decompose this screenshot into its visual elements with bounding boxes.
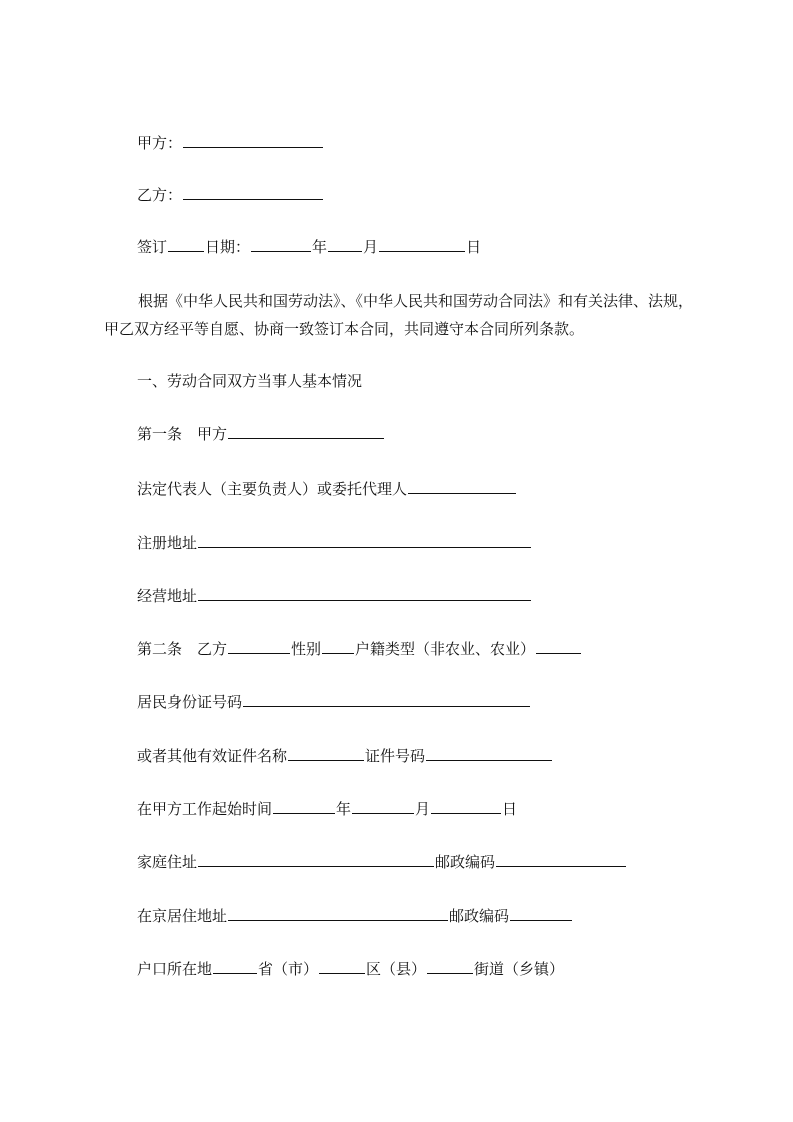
section1-title: 一、劳动合同双方当事人基本情况 (137, 372, 363, 390)
id-number-line (137, 691, 531, 711)
reg-address-line (137, 532, 532, 552)
hukou-type-blank[interactable] (536, 638, 581, 654)
start-year-blank[interactable] (273, 798, 335, 814)
biz-address-line (137, 585, 532, 605)
hukou-location-line (137, 958, 564, 978)
biz-address-label: 经营地址 (137, 587, 198, 605)
start-day-label: 日 (502, 800, 518, 818)
sign-year-blank[interactable] (251, 236, 311, 252)
home-postcode-blank[interactable] (496, 851, 626, 867)
start-day-blank[interactable] (431, 798, 501, 814)
province-blank[interactable] (213, 958, 257, 974)
party-b-name-blank[interactable] (228, 638, 290, 654)
id-number-blank[interactable] (243, 691, 530, 707)
other-id-name-blank[interactable] (288, 745, 364, 761)
street-label: 街道（乡镇） (474, 960, 565, 978)
year-label: 年 (312, 238, 328, 256)
reg-address-blank[interactable] (198, 532, 531, 548)
preamble-paragraph: 根据《中华人民共和国劳动法》、《中华人民共和国劳动合同法》和有关法律、法规，甲乙双方经平等自愿、协商一致签订本合同，共同遵守本合同所列条款。 (104, 292, 694, 338)
article1-label: 第一条 甲方 (137, 425, 228, 443)
hukou-location-label: 户口所在地 (137, 960, 213, 978)
legal-rep-blank[interactable] (408, 478, 516, 494)
month-label: 月 (363, 238, 379, 256)
province-label: 省（市） (258, 960, 319, 978)
sign-place-blank[interactable] (168, 236, 204, 252)
beijing-address-label: 在京居住地址 (137, 907, 228, 925)
reg-address-label: 注册地址 (137, 534, 198, 552)
article2-line (137, 638, 582, 658)
sign-month-blank[interactable] (328, 236, 362, 252)
date-label: 日期： (205, 238, 251, 256)
hukou-type-label: 户籍类型（非农业、农业） (355, 640, 536, 658)
district-blank[interactable] (319, 958, 365, 974)
party-b-label: 乙方： (137, 186, 183, 204)
party-a-label: 甲方： (137, 134, 183, 152)
sign-date-line (137, 236, 481, 256)
day-label: 日 (466, 238, 482, 256)
home-address-blank[interactable] (198, 851, 434, 867)
start-month-label: 月 (415, 800, 431, 818)
start-year-label: 年 (336, 800, 352, 818)
start-month-blank[interactable] (352, 798, 414, 814)
start-time-label: 在甲方工作起始时间 (137, 800, 273, 818)
postcode-label: 邮政编码 (435, 853, 496, 871)
article2-label: 第二条 乙方 (137, 640, 228, 658)
cert-number-blank[interactable] (426, 745, 552, 761)
id-number-label: 居民身份证号码 (137, 693, 243, 711)
legal-rep-line (137, 478, 517, 498)
gender-blank[interactable] (322, 638, 354, 654)
postcode-label-2: 邮政编码 (449, 907, 510, 925)
biz-address-blank[interactable] (198, 585, 531, 601)
gender-label: 性别 (291, 640, 322, 658)
beijing-address-blank[interactable] (228, 905, 448, 921)
other-id-label: 或者其他有效证件名称 (137, 747, 288, 765)
party-a-name-blank[interactable] (228, 423, 384, 439)
beijing-address-line (137, 905, 573, 925)
party-a-line (137, 132, 324, 152)
party-b-line (137, 184, 324, 204)
other-id-line (137, 745, 553, 765)
article1-line (137, 423, 385, 443)
legal-rep-label: 法定代表人（主要负责人）或委托代理人 (137, 480, 408, 498)
sign-day-blank[interactable] (379, 236, 465, 252)
street-blank[interactable] (427, 958, 473, 974)
cert-number-label: 证件号码 (365, 747, 426, 765)
home-address-label: 家庭住址 (137, 853, 198, 871)
district-label: 区（县） (366, 960, 427, 978)
party-a-blank[interactable] (183, 132, 323, 148)
start-time-line (137, 798, 517, 818)
home-address-line (137, 851, 627, 871)
sign-label: 签订 (137, 238, 168, 256)
party-b-blank[interactable] (183, 184, 323, 200)
beijing-postcode-blank[interactable] (510, 905, 572, 921)
